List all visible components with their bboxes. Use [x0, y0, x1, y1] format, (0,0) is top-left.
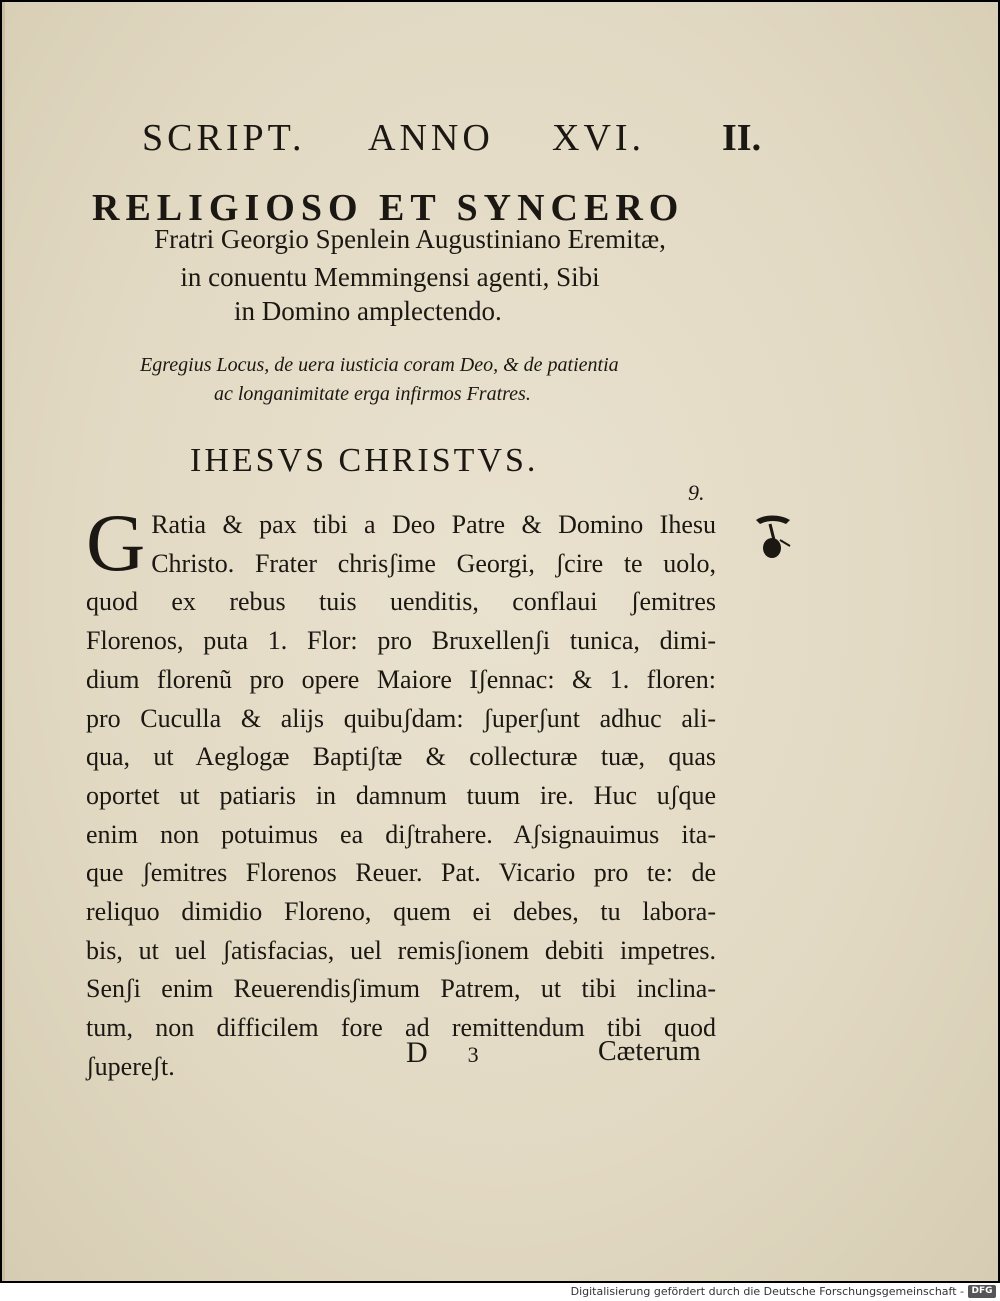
body-line: Ratia & pax tibi a Deo Patre & Domino Ihesu	[151, 510, 716, 539]
catchword: Cæterum	[598, 1036, 701, 1067]
address-line-2: in conuentu Memmingensi agenti, Sibi	[180, 262, 600, 292]
address-line-1: Fratri Georgio Spenlein Augustiniano Eremitæ,	[154, 224, 666, 254]
funding-credit: Digitalisierung gefördert durch die Deutsche Forschungsgemeinschaft -	[570, 1285, 964, 1298]
body-line: enim non potuimus ea diʃtrahere. Aʃsignauimus ita-	[86, 819, 716, 849]
salutation-heading: IHESVS CHRISTVS.	[190, 442, 539, 479]
body-line: Senʃi enim Reuerendisʃimum Patrem, ut tibi inclina-	[86, 974, 716, 1004]
signature-letter: D	[406, 1036, 428, 1069]
body-line: que ʃemitres Florenos Reuer. Pat. Vicario pro te: de	[86, 858, 716, 888]
folio-number: II.	[722, 117, 762, 159]
signature-mark	[406, 1036, 479, 1070]
body-line: dium florenũ pro opere Maiore Iʃennac: & 1. floren:	[86, 664, 716, 694]
body-line: tum, non difficilem fore ad remittendum tibi quod	[86, 1013, 716, 1043]
body-line: reliquo dimidio Floreno, quem ei debes, tu labora-	[86, 897, 716, 927]
body-line: bis, ut uel ʃatisfacias, uel remisʃionem debiti impetres.	[86, 935, 716, 965]
header-year: XVI.	[552, 117, 646, 159]
signature-number: 3	[467, 1042, 479, 1067]
body-line: Christo. Frater chrisʃime Georgi, ʃcire te uolo,	[151, 548, 716, 578]
summary-line-2: ac longanimitate erga infirmos Fratres.	[214, 383, 531, 405]
body-line: Florenos, puta 1. Flor: pro Bruxellenʃi tunica, dimi-	[86, 626, 716, 656]
marginal-manicule-icon	[750, 510, 796, 566]
body-line: qua, ut Aeglogæ Baptiʃtæ & collecturæ tuæ, quas	[86, 742, 716, 772]
body-line: quod ex rebus tuis uenditis, conflaui ʃemitres	[86, 587, 716, 617]
address-title: RELIGIOSO ET SYNCERO	[92, 187, 685, 229]
header-anno: ANNO	[368, 117, 494, 159]
marginal-folio-mark: 9.	[688, 480, 705, 505]
body-line: pro Cuculla & alijs quibuʃdam: ʃuperʃunt adhuc ali-	[86, 703, 716, 733]
dfg-logo-icon: DFG	[968, 1285, 996, 1298]
header-script: SCRIPT.	[142, 117, 306, 159]
drop-capital: G	[86, 497, 146, 588]
letter-body	[86, 497, 716, 1087]
address-line-3: in Domino amplectendo.	[234, 296, 502, 326]
summary-line-1: Egregius Locus, de uera iusticia coram Deo, & de patientia	[140, 354, 619, 376]
body-line: oportet ut patiaris in damnum tuum ire. Huc uʃque	[86, 780, 716, 810]
body-line: ʃupereʃt.	[86, 1051, 175, 1081]
